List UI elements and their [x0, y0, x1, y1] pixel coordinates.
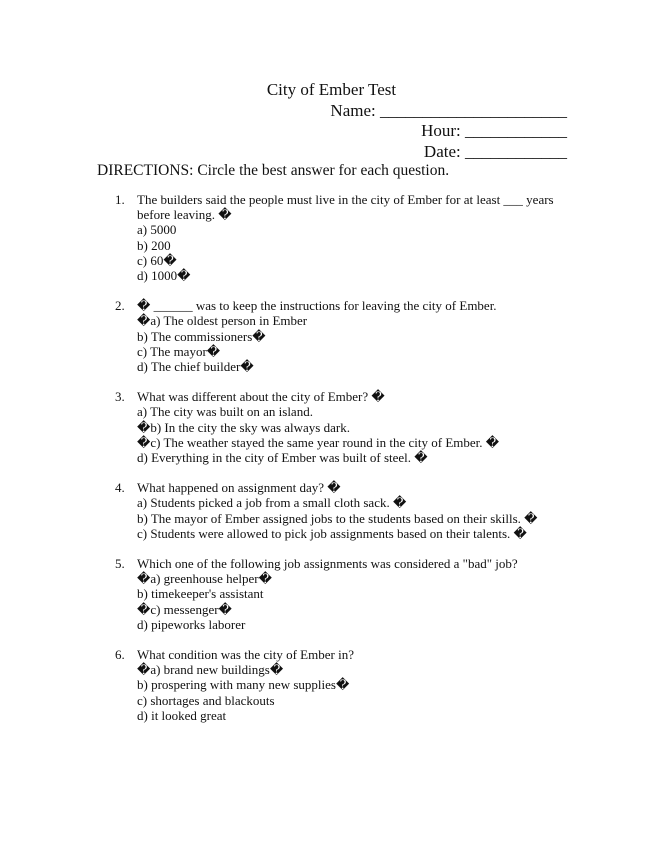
answer-option[interactable]: d) it looked great: [137, 707, 227, 723]
hour-field-line: Hour: ____________: [421, 121, 567, 140]
answer-option[interactable]: a) 5000: [137, 222, 177, 238]
question-number: 5.: [115, 556, 125, 572]
answer-option[interactable]: �c) messenger�: [137, 601, 232, 617]
answer-option[interactable]: �a) greenhouse helper�: [137, 571, 272, 587]
answer-option[interactable]: c) 60�: [137, 252, 177, 268]
question-number: 6.: [115, 647, 125, 663]
name-field-line: Name: ______________________: [330, 101, 567, 120]
question-number: 3.: [115, 389, 125, 405]
answer-option[interactable]: d) 1000�: [137, 268, 191, 284]
directions-text: DIRECTIONS: Circle the best answer for each question.: [97, 162, 450, 179]
answer-option[interactable]: b) The mayor of Ember assigned jobs to the students based on their skills. �: [137, 510, 538, 526]
answer-option[interactable]: �a) brand new buildings�: [137, 662, 284, 678]
page-title: City of Ember Test: [266, 80, 397, 99]
question-text: � ______ was to keep the instructions for leaving the city of Ember.: [137, 298, 497, 314]
answer-option[interactable]: �b) In the city the sky was always dark.: [137, 419, 350, 435]
question-text: The builders said the people must live in the city of Ember for at least ___ years before leaving. �: [137, 192, 554, 223]
question-text: What happened on assignment day? �: [137, 480, 341, 496]
answer-option[interactable]: b) prospering with many new supplies�: [137, 677, 350, 693]
answer-option[interactable]: c) Students were allowed to pick job assignments based on their talents. �: [137, 525, 527, 541]
answer-option[interactable]: b) timekeeper's assistant: [137, 586, 264, 602]
answer-option[interactable]: b) The commissioners�: [137, 328, 266, 344]
answer-option[interactable]: d) The chief builder�: [137, 359, 254, 375]
question-3: [0, 389, 663, 465]
question-text: What condition was the city of Ember in?: [137, 647, 354, 663]
question-1: [0, 192, 663, 283]
question-2: [0, 298, 663, 374]
answer-option[interactable]: a) The city was built on an island.: [137, 404, 313, 420]
answer-option[interactable]: c) The mayor�: [137, 343, 221, 359]
question-list: [0, 192, 663, 738]
answer-option[interactable]: d) Everything in the city of Ember was built of steel. �: [137, 450, 428, 466]
date-field-line: Date: ____________: [423, 142, 567, 161]
answer-option[interactable]: �a) The oldest person in Ember: [137, 313, 308, 329]
answer-option[interactable]: b) 200: [137, 237, 171, 253]
question-6: [0, 647, 663, 723]
question-4: [0, 480, 663, 541]
question-text: Which one of the following job assignments was considered a "bad" job?: [137, 556, 518, 572]
question-number: 2.: [115, 298, 125, 314]
question-text: What was different about the city of Ember? �: [137, 389, 385, 405]
question-number: 1.: [115, 192, 125, 207]
question-5: [0, 556, 663, 632]
answer-option[interactable]: a) Students picked a job from a small cloth sack. �: [137, 495, 407, 511]
question-number: 4.: [115, 480, 125, 496]
answer-option[interactable]: �c) The weather stayed the same year round in the city of Ember. �: [137, 434, 500, 450]
answer-option[interactable]: c) shortages and blackouts: [137, 692, 275, 708]
answer-option[interactable]: d) pipeworks laborer: [137, 616, 246, 632]
